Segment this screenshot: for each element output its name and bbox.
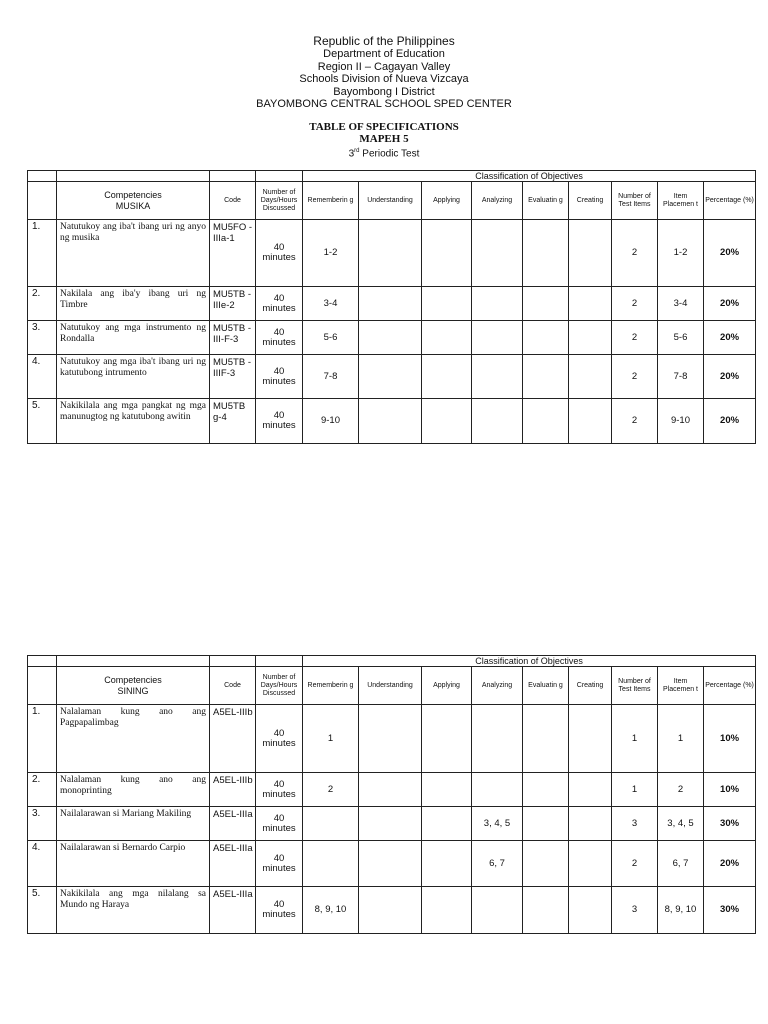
- applying-cell: [422, 220, 472, 287]
- creating-cell: [569, 321, 612, 355]
- competency-code: MU5FO -IIIa-1: [210, 220, 256, 287]
- item-placement-cell: 6, 7: [658, 841, 704, 887]
- competency-text: Nailalarawan si Bernardo Carpio: [57, 841, 210, 887]
- competency-code: MU5TB -IIIF-3: [210, 355, 256, 399]
- competency-code: A5EL-IIIa: [210, 841, 256, 887]
- percentage-cell: 20%: [704, 841, 756, 887]
- number-of-items-cell: 2: [612, 841, 658, 887]
- evaluating-cell: [523, 705, 569, 773]
- analyzing-header: Analyzing: [472, 667, 523, 705]
- percentage-cell: 20%: [704, 399, 756, 444]
- letterhead-line-district: Bayombong I District: [333, 85, 435, 98]
- days-value: 40 minutes: [262, 242, 296, 263]
- days-value: 40 minutes: [262, 410, 296, 431]
- table-row: [28, 705, 756, 773]
- understanding-cell: [359, 355, 422, 399]
- number-of-items-cell: 1: [612, 705, 658, 773]
- remembering-cell: [303, 841, 359, 887]
- evaluating-cell: [523, 807, 569, 841]
- remembering-cell: 9-10: [303, 399, 359, 444]
- analyzing-cell: [472, 355, 523, 399]
- letterhead-line-region: Region II – Cagayan Valley: [317, 60, 451, 73]
- evaluating-cell: [523, 773, 569, 807]
- remembering-cell: 5-6: [303, 321, 359, 355]
- number-of-items-cell: 2: [612, 287, 658, 321]
- competencies-label: Competencies: [104, 189, 162, 200]
- test-name: [0, 145, 768, 160]
- item-placement-header: Item Placemen t: [658, 667, 704, 705]
- competency-code: A5EL-IIIb: [210, 773, 256, 807]
- analyzing-cell: [472, 887, 523, 934]
- understanding-cell: [359, 841, 422, 887]
- sining-spec-table: [27, 655, 756, 934]
- percentage-cell: 20%: [704, 321, 756, 355]
- blank-header-cell: [210, 656, 256, 667]
- understanding-cell: [359, 287, 422, 321]
- creating-cell: [569, 287, 612, 321]
- letterhead-line-division: Schools Division of Nueva Vizcaya: [299, 73, 469, 85]
- applying-cell: [422, 705, 472, 773]
- table-row: [28, 220, 756, 287]
- row-number: 5.: [28, 887, 57, 934]
- applying-cell: [422, 887, 472, 934]
- evaluating-cell: [523, 355, 569, 399]
- remembering-cell: 1: [303, 705, 359, 773]
- applying-cell: [422, 399, 472, 444]
- competency-code: A5EL-IIIb: [210, 705, 256, 773]
- competency-code: A5EL-IIIa: [210, 807, 256, 841]
- item-placement-cell: 2: [658, 773, 704, 807]
- table-row: [28, 807, 756, 841]
- item-placement-cell: 9-10: [658, 399, 704, 444]
- item-placement-cell: 3-4: [658, 287, 704, 321]
- understanding-cell: [359, 399, 422, 444]
- table-row: [28, 287, 756, 321]
- row-number: 5.: [28, 399, 57, 444]
- competency-text: Natutukoy ang iba't ibang uri ng anyo ng musika: [57, 220, 210, 287]
- number-header-cell: [28, 182, 57, 220]
- applying-cell: [422, 355, 472, 399]
- remembering-cell: [303, 807, 359, 841]
- applying-header: Applying: [422, 182, 472, 220]
- code-header: Code: [210, 667, 256, 705]
- column-header-row: [28, 667, 756, 705]
- classification-header-row: [28, 171, 756, 182]
- percentage-cell: 20%: [704, 220, 756, 287]
- document-title-block: [0, 121, 768, 160]
- column-header-row: [28, 182, 756, 220]
- competency-text: Nakikilala ang mga pangkat ng mga manunugtog ng katutubong awitin: [57, 399, 210, 444]
- creating-cell: [569, 841, 612, 887]
- creating-cell: [569, 399, 612, 444]
- table-row: [28, 773, 756, 807]
- understanding-cell: [359, 321, 422, 355]
- item-placement-cell: 3, 4, 5: [658, 807, 704, 841]
- percentage-cell: 30%: [704, 887, 756, 934]
- test-ordinal: 3: [348, 148, 355, 160]
- competency-code: A5EL-IIIa: [210, 887, 256, 934]
- item-placement-cell: 7-8: [658, 355, 704, 399]
- percentage-cell: 20%: [704, 287, 756, 321]
- number-of-items-cell: 2: [612, 399, 658, 444]
- percentage-header: Percentage (%): [704, 182, 756, 220]
- applying-cell: [422, 287, 472, 321]
- remembering-cell: 7-8: [303, 355, 359, 399]
- table-row: [28, 399, 756, 444]
- applying-header: Applying: [422, 667, 472, 705]
- applying-cell: [422, 807, 472, 841]
- days-value: 40 minutes: [262, 326, 296, 348]
- number-header-cell: [28, 667, 57, 705]
- understanding-header: Understanding: [359, 667, 422, 705]
- row-number: 2.: [28, 773, 57, 807]
- letterhead-line-department: Department of Education: [323, 48, 445, 60]
- analyzing-cell: [472, 773, 523, 807]
- remembering-cell: 8, 9, 10: [303, 887, 359, 934]
- creating-header: Creating: [569, 182, 612, 220]
- letterhead-line-republic: Republic of the Philippines: [313, 34, 455, 48]
- number-of-items-cell: 2: [612, 321, 658, 355]
- analyzing-cell: [472, 321, 523, 355]
- days-discussed: [256, 287, 303, 321]
- row-number: 3.: [28, 321, 57, 355]
- table-row: [28, 321, 756, 355]
- understanding-cell: [359, 887, 422, 934]
- row-number: 2.: [28, 287, 57, 321]
- understanding-header: Understanding: [359, 182, 422, 220]
- classification-of-objectives-header: Classification of Objectives: [303, 656, 756, 667]
- days-discussed: [256, 773, 303, 807]
- days-header: Number of Days/Hours Discussed: [256, 182, 303, 220]
- number-of-items-cell: 2: [612, 220, 658, 287]
- applying-cell: [422, 773, 472, 807]
- evaluating-cell: [523, 287, 569, 321]
- classification-header-row: [28, 656, 756, 667]
- table-row: [28, 887, 756, 934]
- applying-cell: [422, 321, 472, 355]
- creating-cell: [569, 887, 612, 934]
- evaluating-cell: [523, 887, 569, 934]
- creating-cell: [569, 705, 612, 773]
- item-placement-cell: 8, 9, 10: [658, 887, 704, 934]
- item-placement-cell: 1-2: [658, 220, 704, 287]
- document-title: TABLE OF SPECIFICATIONS: [309, 121, 459, 133]
- days-discussed: [256, 355, 303, 399]
- letterhead-line-school: BAYOMBONG CENTRAL SCHOOL SPED CENTER: [256, 98, 512, 110]
- evaluating-cell: [523, 399, 569, 444]
- competency-text: Nakilala ang iba'y ibang uri ng Timbre: [57, 287, 210, 321]
- creating-cell: [569, 773, 612, 807]
- subject-title: MAPEH 5: [359, 133, 409, 145]
- blank-header-cell: [256, 656, 303, 667]
- table-row: [28, 841, 756, 887]
- number-of-items-cell: 1: [612, 773, 658, 807]
- days-value: 40 minutes: [262, 778, 296, 800]
- competency-code: MU5TB g-4: [210, 399, 256, 444]
- remembering-cell: 2: [303, 773, 359, 807]
- competencies-label: Competencies: [104, 674, 162, 685]
- days-header: Number of Days/Hours Discussed: [256, 667, 303, 705]
- competency-code: MU5TB -IIIe-2: [210, 287, 256, 321]
- days-discussed: [256, 399, 303, 444]
- item-placement-cell: 1: [658, 705, 704, 773]
- competencies-header-cell: [57, 182, 210, 220]
- competency-text: Natutukoy ang mga instrumento ng Rondalla: [57, 321, 210, 355]
- days-value: 40 minutes: [262, 365, 296, 387]
- blank-header-cell: [210, 171, 256, 182]
- blank-header-cell: [57, 171, 210, 182]
- row-number: 3.: [28, 807, 57, 841]
- percentage-cell: 10%: [704, 773, 756, 807]
- percentage-header: Percentage (%): [704, 667, 756, 705]
- competency-text: Nailalarawan si Mariang Makiling: [57, 807, 210, 841]
- days-discussed: [256, 841, 303, 887]
- blank-header-cell: [28, 171, 57, 182]
- analyzing-cell: 6, 7: [472, 841, 523, 887]
- musika-spec-table: [27, 170, 756, 444]
- learning-area-label: MUSIKA: [115, 200, 151, 211]
- creating-cell: [569, 220, 612, 287]
- analyzing-header: Analyzing: [472, 182, 523, 220]
- test-name-label: Periodic Test: [362, 148, 420, 160]
- competency-text: Nakikilala ang mga nilalang sa Mundo ng Haraya: [57, 887, 210, 934]
- row-number: 1.: [28, 705, 57, 773]
- classification-of-objectives-header: Classification of Objectives: [303, 171, 756, 182]
- analyzing-cell: [472, 399, 523, 444]
- code-header: Code: [210, 182, 256, 220]
- evaluating-cell: [523, 321, 569, 355]
- creating-header: Creating: [569, 667, 612, 705]
- evaluating-cell: [523, 220, 569, 287]
- row-number: 4.: [28, 355, 57, 399]
- analyzing-cell: [472, 220, 523, 287]
- analyzing-cell: 3, 4, 5: [472, 807, 523, 841]
- evaluating-header: Evaluatin g: [523, 182, 569, 220]
- understanding-cell: [359, 705, 422, 773]
- number-of-items-header: Number of Test Items: [612, 182, 658, 220]
- row-number: 1.: [28, 220, 57, 287]
- evaluating-cell: [523, 841, 569, 887]
- number-of-items-header: Number of Test Items: [612, 667, 658, 705]
- creating-cell: [569, 355, 612, 399]
- understanding-cell: [359, 773, 422, 807]
- competency-text: Nalalaman kung ano ang monoprinting: [57, 773, 210, 807]
- applying-cell: [422, 841, 472, 887]
- days-value: 40 minutes: [262, 812, 296, 834]
- table-row: [28, 355, 756, 399]
- remembering-header: Rememberin g: [303, 667, 359, 705]
- evaluating-header: Evaluatin g: [523, 667, 569, 705]
- document-letterhead: [0, 34, 768, 111]
- competency-text: Nalalaman kung ano ang Pagpapalimbag: [57, 705, 210, 773]
- percentage-cell: 20%: [704, 355, 756, 399]
- row-number: 4.: [28, 841, 57, 887]
- competency-code: MU5TB -III-F-3: [210, 321, 256, 355]
- competencies-header-cell: [57, 667, 210, 705]
- blank-header-cell: [256, 171, 303, 182]
- days-discussed: [256, 220, 303, 287]
- percentage-cell: 30%: [704, 807, 756, 841]
- analyzing-cell: [472, 287, 523, 321]
- test-ordinal-suffix: rd: [354, 148, 360, 154]
- remembering-cell: 3-4: [303, 287, 359, 321]
- blank-header-cell: [57, 656, 210, 667]
- analyzing-cell: [472, 705, 523, 773]
- days-value: 40 minutes: [262, 727, 296, 749]
- days-discussed: [256, 705, 303, 773]
- understanding-cell: [359, 807, 422, 841]
- days-discussed: [256, 807, 303, 841]
- days-value: 40 minutes: [262, 852, 296, 874]
- item-placement-cell: 5-6: [658, 321, 704, 355]
- learning-area-label: SINING: [117, 685, 149, 696]
- competency-text: Natutukoy ang mga iba't ibang uri ng katutubong intrumento: [57, 355, 210, 399]
- number-of-items-cell: 3: [612, 807, 658, 841]
- understanding-cell: [359, 220, 422, 287]
- number-of-items-cell: 3: [612, 887, 658, 934]
- item-placement-header: Item Placemen t: [658, 182, 704, 220]
- remembering-cell: 1-2: [303, 220, 359, 287]
- number-of-items-cell: 2: [612, 355, 658, 399]
- days-value: 40 minutes: [262, 899, 296, 920]
- blank-header-cell: [28, 656, 57, 667]
- percentage-cell: 10%: [704, 705, 756, 773]
- creating-cell: [569, 807, 612, 841]
- remembering-header: Rememberin g: [303, 182, 359, 220]
- days-discussed: [256, 321, 303, 355]
- days-value: 40 minutes: [262, 292, 296, 314]
- days-discussed: [256, 887, 303, 934]
